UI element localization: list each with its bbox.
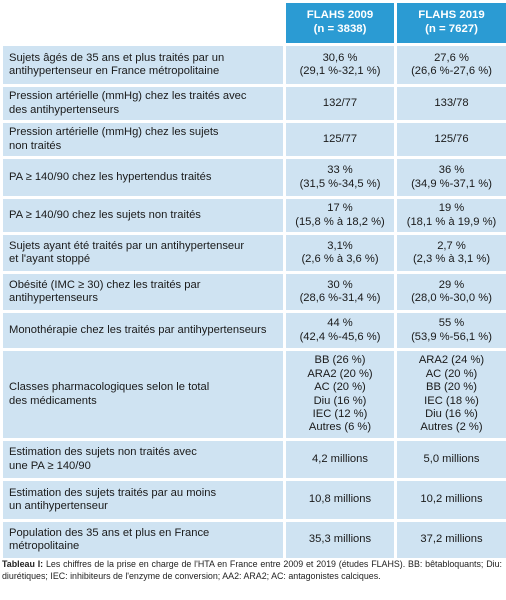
value-2009-cell [286,274,394,310]
value-2009-cell-line: 10,8 millions [308,493,372,506]
header-blank-cell [3,3,283,43]
header-2009-sample: (n = 3838) [313,23,367,35]
value-2009-cell-line: (28,6 %-31,4 %) [299,292,381,304]
value-2009-cell [286,441,394,478]
row-label-cell-line: des antihypertenseurs [9,103,120,116]
caption-title: Tableau I: [2,559,44,569]
value-2009-cell-line: 44 % [327,317,353,330]
value-2009-cell-line: (2,6 % à 3,6 %) [301,253,379,265]
row-label-cell-line: Pression artérielle (mmHg) chez les traités avec [9,90,247,103]
row-label-cell-line: antihypertenseurs [9,292,98,304]
value-2019-cell [397,313,506,348]
value-2019-cell [397,159,506,196]
row-label-cell-line: un antihypertenseur [9,500,108,512]
value-2019-cell-line: 19 % [438,202,465,215]
value-2009-cell-line: (42,4 %-45,6 %) [299,330,381,343]
row-label-cell-line: Estimation des sujets non traités avec [9,446,197,459]
row-label-cell [3,123,283,156]
table-row [3,481,506,519]
value-2009-cell-line: 30 % [327,278,353,291]
value-2009-cell [286,87,394,120]
value-2019-cell-line: (53,9 %-56,1 %) [411,330,492,343]
row-label-cell-line: Population des 35 ans et plus en France [9,526,210,539]
value-2019-cell-line: 2,7 % [437,239,466,252]
value-2009-cell [286,199,394,232]
row-label-cell-line: Obésité (IMC ≥ 30) chez les traités par [9,278,201,291]
value-2009-cell-line: BB (26 %) [314,354,366,367]
value-2019-cell-line: Diu (16 %) [425,407,478,420]
row-label-cell [3,481,283,519]
row-label-cell-line: PA ≥ 140/90 chez les sujets non traités [9,208,201,221]
value-2019-cell-line: (18,1 % à 19,9 %) [406,215,497,228]
value-2019-cell-line: IEC (18 %) [424,394,479,407]
row-label-cell-line: Sujets ayant été traités par un antihypertenseur [9,239,245,252]
value-2019-cell-line: (2,3 % à 3,1 %) [412,253,491,265]
value-2019-cell-line: BB (20 %) [426,381,477,394]
row-label-cell-line: Estimation des sujets traités par au moins [9,486,217,499]
row-label-cell-line: antihypertenseur en France métropolitaine [9,65,220,77]
value-2009-cell [286,159,394,196]
value-2009-cell [286,522,394,558]
value-2009-cell-line: 33 % [327,164,353,177]
value-2019-cell [397,522,506,558]
value-2019-cell [397,235,506,271]
value-2019-cell [397,199,506,232]
value-2019-cell-line: 133/78 [434,96,469,109]
value-2009-cell-line: AC (20 %) [314,381,366,394]
value-2009-cell-line: Diu (16 %) [313,394,367,407]
value-2019-cell-line: ARA2 (24 %) [418,354,485,367]
row-label-cell [3,235,283,271]
value-2009-cell [286,235,394,271]
value-2019-cell-line: 55 % [438,317,465,330]
table-header-row [3,3,506,43]
row-label-cell [3,274,283,310]
table-row [3,351,506,438]
table-row [3,123,506,156]
row-label-cell [3,159,283,196]
row-label-cell-line: des médicaments [9,394,97,407]
table-row [3,199,506,232]
value-2019-cell [397,123,506,156]
value-2019-cell-line: 125/76 [434,132,469,145]
value-2009-cell-line: 132/77 [322,96,358,109]
table-row [3,87,506,120]
value-2019-cell [397,274,506,310]
value-2019-cell [397,441,506,478]
row-label-cell [3,46,283,84]
row-label-cell [3,199,283,232]
value-2009-cell-line: IEC (12 %) [312,407,368,420]
table-row [3,159,506,196]
value-2019-cell [397,351,506,438]
value-2009-cell-line: 30,6 % [322,51,358,64]
value-2009-cell-line: (29,1 %-32,1 %) [299,65,381,77]
table-row [3,522,506,558]
row-label-cell [3,313,283,348]
value-2009-cell-line: 125/77 [322,132,358,145]
value-2009-cell [286,123,394,156]
value-2019-cell-line: (26,6 %-27,6 %) [411,65,492,77]
caption-text: Les chiffres de la prise en charge de l'HTA en France entre 2009 et 2019 (études FLAHS). BB: bêtabloquants; Diu: diurétiques; IEC: inhibiteurs de l'enzyme de conversion; AA2: ARA2; AC: antagonistes calciques. [2,559,502,581]
value-2019-cell-line: 10,2 millions [420,493,483,506]
value-2019-cell-line: 5,0 millions [423,452,480,465]
value-2019-cell-line: 37,2 millions [420,533,483,546]
value-2009-cell-line: Autres (6 %) [308,421,372,434]
value-2019-cell-line: Autres (2 %) [420,421,483,434]
value-2009-cell [286,313,394,348]
value-2009-cell [286,351,394,438]
header-flahs-2009 [286,3,394,43]
header-2009-title: FLAHS 2009 [306,9,374,22]
value-2019-cell [397,87,506,120]
value-2009-cell-line: (31,5 %-34,5 %) [299,177,381,190]
table-caption [2,558,502,582]
header-2019-sample: (n = 7627) [425,23,478,35]
value-2009-cell-line: 3,1% [327,239,353,252]
value-2019-cell-line: 29 % [438,278,465,291]
value-2009-cell-line: 4,2 millions [312,452,368,465]
header-2019-title: FLAHS 2019 [418,9,485,22]
value-2009-cell [286,481,394,519]
value-2009-cell-line: 35,3 millions [308,533,372,546]
value-2019-cell [397,481,506,519]
table-row [3,313,506,348]
row-label-cell-line: Pression artérielle (mmHg) chez les sujets [9,126,219,139]
row-label-cell-line: et l'ayant stoppé [9,253,91,265]
row-label-cell-line: Sujets âgés de 35 ans et plus traités par un [9,51,225,64]
value-2019-cell-line: (28,0 %-30,0 %) [411,292,492,304]
table-row [3,235,506,271]
value-2019-cell-line: (34,9 %-37,1 %) [411,177,492,190]
value-2019-cell [397,46,506,84]
row-label-cell-line: Classes pharmacologiques selon le total [9,381,210,394]
table-row [3,441,506,478]
row-label-cell-line: PA ≥ 140/90 chez les hypertendus traités [9,170,212,183]
row-label-cell [3,351,283,438]
row-label-cell [3,87,283,120]
value-2019-cell-line: 36 % [438,164,465,177]
row-label-cell [3,522,283,558]
value-2009-cell-line: 17 % [327,202,353,215]
row-label-cell-line: métropolitaine [9,540,80,552]
value-2009-cell [286,46,394,84]
table-row [3,274,506,310]
value-2019-cell-line: AC (20 %) [425,367,478,380]
row-label-cell-line: une PA ≥ 140/90 [9,459,91,472]
table-row [3,46,506,84]
value-2009-cell-line: (15,8 % à 18,2 %) [295,215,385,228]
row-label-cell-line: non traités [9,139,62,152]
header-flahs-2019 [397,3,506,43]
value-2019-cell-line: 27,6 % [434,51,469,64]
row-label-cell-line: Monothérapie chez les traités par antihypertenseurs [9,323,267,336]
row-label-cell [3,441,283,478]
value-2009-cell-line: ARA2 (20 %) [307,367,373,380]
